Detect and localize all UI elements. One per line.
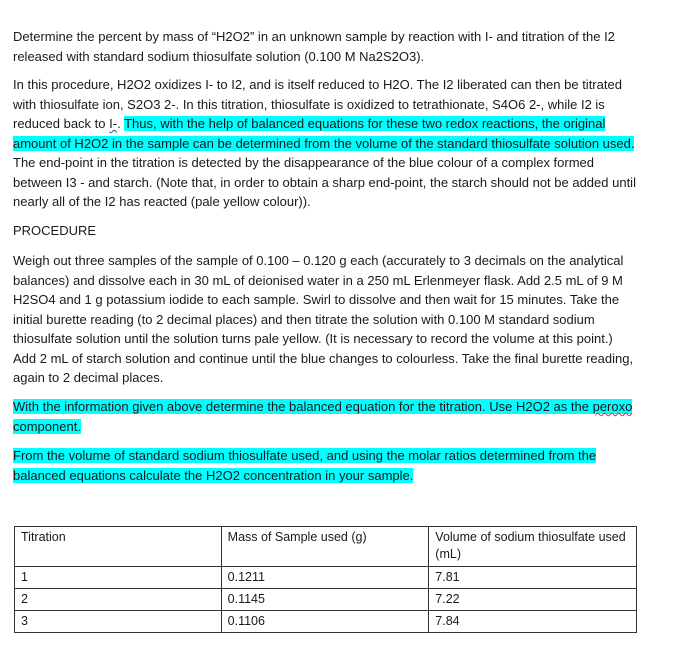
question-2 — [13, 446, 638, 485]
header-mass: Mass of Sample used (g) — [221, 527, 429, 567]
header-volume: Volume of sodium thiosulfate used (mL) — [429, 527, 637, 567]
procedure-heading: PROCEDURE — [13, 223, 97, 238]
volume-cell: 7.81 — [429, 567, 637, 589]
titration-table — [14, 526, 637, 633]
titration-cell: 1 — [15, 567, 222, 589]
mass-cell: 0.1211 — [221, 567, 429, 589]
mass-cell: 0.1145 — [221, 589, 429, 611]
question-1-text — [13, 399, 632, 434]
mass-cell: 0.1106 — [221, 611, 429, 633]
question-1-end: component. — [13, 418, 81, 434]
question-2-text: From the volume of standard sodium thiosulfate used, and using the molar ratios determined from the balanced equations calculate the H2O2 concentration in your sample. — [13, 448, 597, 483]
table-header-row — [15, 527, 637, 567]
titration-cell: 2 — [15, 589, 222, 611]
procedure-explanation-paragraph — [13, 75, 638, 212]
intro-paragraph: Determine the percent by mass of “H2O2” in an unknown sample by reaction with I- and titration of the I2 released with standard sodium thiosulfate solution (0.100 M Na2S2O3). — [13, 29, 615, 64]
volume-cell: 7.22 — [429, 589, 637, 611]
titration-cell: 3 — [15, 611, 222, 633]
question-1 — [13, 397, 638, 436]
table-row — [15, 611, 637, 633]
procedure-paragraph: Weigh out three samples of the sample of 0.100 – 0.120 g each (accurately to 3 decimals on the analytical balances) and dissolve each in 30 mL of deionised water in a 250 mL Erlenmeyer flask. Add 2.5 mL of 9 M H2SO4 and 1 g potassium iodide to each sample. Swirl to dissolve and then wait for 15 minutes. Take the initial burette reading (to 2 decimal places) and then titrate the solution with 0.100 M standard sodium thiosulfate solution until the solution turns pale yellow. (It is necessary to record the volume at this point.) Add 2 mL of starch solution and continue until the blue changes to colourless. Take the final burette reading, again to 2 decimal places. — [13, 253, 634, 385]
explanation-text: In this procedure, H2O2 oxidizes I- to I2, and is itself reduced to H2O. The I2 liberated can then be titrated with thiosulfate ion, S2O3 2-. In this titration, thiosulfate is oxidized to tetrathionate, S4O6 2-, while I2 is reduced back to — [13, 77, 622, 131]
highlighted-sentence: Thus, with the help of balanced equations for these two redox reactions, the original amount of H2O2 in the sample can be determined from the volume of the standard thiosulfate solution used. — [13, 116, 635, 151]
volume-cell: 7.84 — [429, 611, 637, 633]
header-titration: Titration — [15, 527, 222, 567]
iodide-text: I- — [109, 116, 118, 131]
table-row — [15, 567, 637, 589]
explanation-period: . — [117, 116, 121, 131]
endpoint-text: The end-point in the titration is detected by the disappearance of the blue colour of a complex formed between I3 - and starch. (Note that, in order to obtain a sharp end-point, the starch should not be added until nearly all of the I2 has reacted (pale yellow colour)). — [13, 155, 636, 209]
question-1-start: With the information given above determine the balanced equation for the titration. Use H2O2 as the — [13, 399, 593, 414]
peroxo-word: peroxo — [592, 399, 633, 414]
table-row — [15, 589, 637, 611]
